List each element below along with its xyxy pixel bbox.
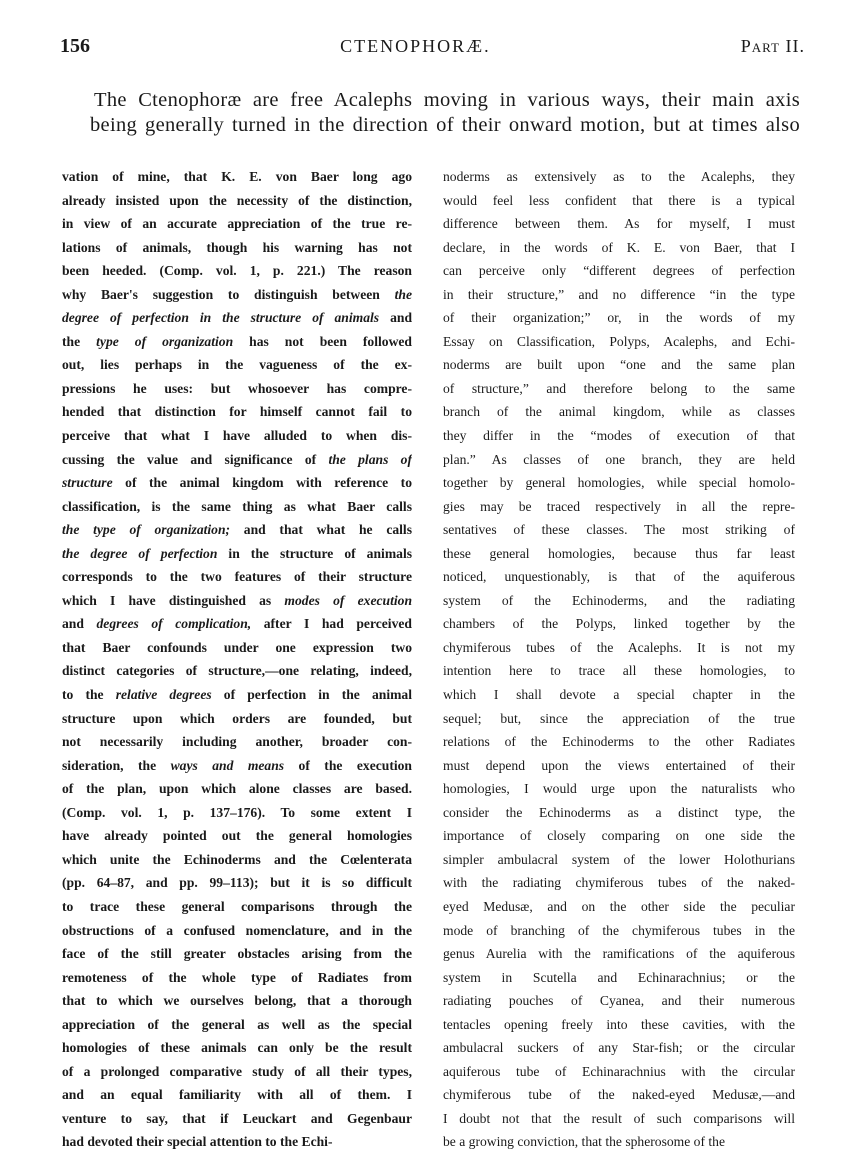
text-line [443,542,795,566]
running-title: CTENOPHORÆ. [340,36,491,56]
italic-text: the [394,286,412,302]
text-line [443,966,795,990]
text-line [62,471,412,495]
text-run: and [62,616,97,632]
text-run: that to which we ourselves belong, that a thorough [62,993,412,1009]
text-line [443,495,795,519]
text-line [62,612,412,636]
text-line [443,165,795,189]
text-line [62,871,412,895]
text-run: the [62,333,97,349]
text-run: simpler ambulacral system of the lower Holothurians [443,851,795,867]
text-run: classification, is the same thing as what Baer calls [62,498,412,514]
text-line [443,1130,795,1154]
text-run: gies may be traced respectively in all the repre- [443,498,795,514]
text-line [62,353,412,377]
italic-text: the type of organization; [62,522,231,538]
lead-line: being generally turned in the direction of their onward motion, but at times also [90,114,800,136]
text-line [62,189,412,213]
text-line [443,659,795,683]
text-line [443,565,795,589]
text-line [62,919,412,943]
text-run: (pp. 64–87, and pp. 99–113); but it is so difficult [62,875,412,891]
text-run: in view of an accurate appreciation of the true re- [62,216,412,232]
text-line [62,1036,412,1060]
text-run: consider the Echinoderms as a distinct type, the [443,804,795,820]
text-run: radiating pouches of Cyanea, and their numerous [443,993,795,1009]
text-run: out, lies perhaps in the vagueness of the ex- [62,357,412,373]
text-run: noticed, unquestionably, is that of the aquiferous [443,569,795,585]
text-line [62,683,412,707]
text-run: branch of the animal kingdom, while as classes [443,404,795,420]
text-run: ambulacral suckers of any Star-fish; or the circular [443,1040,795,1056]
text-line [443,683,795,707]
text-line [62,283,412,307]
text-run: which I shall devote a special chapter in the [443,687,795,703]
text-run: system in Scutella and Echinarachnius; or the [443,969,795,985]
text-run: been heeded. (Comp. vol. 1, p. 221.) The reason [62,263,412,279]
left-text-column [62,165,412,1154]
italic-text: the plans of [328,451,412,467]
text-line [62,400,412,424]
text-line [62,424,412,448]
text-run: venture to say, that if Leuckart and Gegenbaur [62,1110,412,1126]
text-line [443,777,795,801]
text-line [62,330,412,354]
text-line [443,448,795,472]
text-line [62,824,412,848]
text-run: which unite the Echinoderms and the Cœlenterata [62,851,412,867]
text-run: pressions he uses: but whosoever has compre- [62,380,412,396]
text-line [62,518,412,542]
text-run: appreciation of the general as well as the special [62,1016,412,1032]
text-line [62,989,412,1013]
text-run: noderms as extensively as to the Acalephs, they [443,169,795,184]
lead-line: The Ctenophoræ are free Acalephs moving in various ways, their main axis [94,89,800,111]
text-run: intention here to trace all these homologies, to [443,663,795,679]
text-run: hended that distinction for himself cannot fail to [62,404,412,420]
text-run: distinct categories of structure,—one relating, indeed, [62,663,412,679]
text-run: Essay on Classification, Polyps, Acalephs, and Echi- [443,333,795,349]
text-run: mode of branching of the chymiferous tubes in the [443,922,795,938]
text-run: and [379,310,412,326]
text-line [62,495,412,519]
text-line [62,212,412,236]
text-run: relations of the Echinoderms to the other Radiates [443,734,795,750]
text-run: importance of closely comparing on one side the [443,828,795,844]
text-line [443,1083,795,1107]
text-line [62,942,412,966]
italic-text: relative degrees [115,687,212,703]
text-line [443,1036,795,1060]
text-run: corresponds to the two features of their structure [62,569,412,585]
text-line [443,989,795,1013]
text-run: obstructions of a confused nomenclature, and in the [62,922,412,938]
text-run: and an equal familiarity with all of them. I [62,1087,412,1103]
text-line [443,895,795,919]
text-run: already insisted upon the necessity of the distinction, [62,192,412,208]
text-run: together by general homologies, while special homolo- [443,475,795,491]
text-run: remoteness of the whole type of Radiates from [62,969,412,985]
text-line [62,1013,412,1037]
text-line [62,730,412,754]
text-line [62,777,412,801]
text-run: aquiferous tube of Echinarachnius with the circular [443,1063,795,1079]
text-line [443,1107,795,1131]
text-run: declare, in the words of K. E. von Baer, that I [443,239,795,255]
text-run: chambers of the Polyps, linked together by the [443,616,795,632]
text-run: face of the still greater obstacles arising from the [62,946,412,962]
text-run: homologies, I would urge upon the naturalists who [443,781,795,797]
text-run: of a prolonged comparative study of all their types, [62,1063,412,1079]
text-run: sentatives of these classes. The most striking of [443,522,795,538]
text-run: chymiferous tubes of the Acalephs. It is not my [443,639,795,655]
text-line [443,1060,795,1084]
page-number: 156 [60,35,90,57]
text-line [443,636,795,660]
text-run: of the animal kingdom with reference to [112,475,412,491]
text-line [62,966,412,990]
text-run: these general homologies, because thus far least [443,545,795,561]
text-run: (Comp. vol. 1, p. 137–176). To some extent I [62,804,412,820]
text-run: can perceive only “different degrees of perfection [443,263,795,279]
text-run: why Baer's suggestion to distinguish between [62,286,395,302]
text-run: genus Aurelia with the ramifications of the aquiferous [443,946,795,962]
text-run: have already pointed out the general homologies [62,828,412,844]
text-run: and that what he calls [230,522,412,538]
text-line [62,377,412,401]
text-line [62,636,412,660]
text-line [443,518,795,542]
text-line [443,612,795,636]
text-line [62,1083,412,1107]
text-run: of the plan, upon which alone classes are based. [62,781,412,797]
text-run: in their structure,” and no difference “in the type [443,286,795,302]
text-run: cussing the value and significance of [62,451,329,467]
text-line [62,848,412,872]
right-text-column [443,165,795,1154]
text-run: to trace these general comparisons through the [62,898,412,914]
text-line [62,1060,412,1084]
text-line [62,589,412,613]
text-line [443,919,795,943]
text-run: lations of animals, though his warning has not [62,239,412,255]
italic-text: modes of execution [284,592,412,608]
text-run: tentacles opening freely into these cavities, with the [443,1016,795,1032]
text-run: in the structure of animals [217,545,412,561]
text-run: of their organization;” or, in the words of my [443,310,795,326]
text-run: which I have distinguished as [62,592,285,608]
text-line [443,424,795,448]
text-run: noderms are built upon “one and the same plan [443,357,795,373]
text-run: to the [62,687,116,703]
text-run: system of the Echinoderms, and the radiating [443,592,795,608]
italic-text: ways and means [170,757,285,773]
text-run: be a growing conviction, that the spherosome of the [443,1134,725,1150]
text-line [443,236,795,260]
text-run: difference between them. As for myself, I must [443,216,795,232]
text-line [443,589,795,613]
text-line [443,730,795,754]
text-line [443,801,795,825]
text-line [443,471,795,495]
text-run: chymiferous tube of the naked-eyed Medusæ,—and [443,1087,795,1103]
running-head [60,35,805,65]
text-run: of structure,” and therefore belong to the same [443,380,795,396]
text-run: eyed Medusæ, and on the other side the peculiar [443,898,795,914]
text-run: perceive that what I have alluded to when dis- [62,428,412,444]
text-line [62,754,412,778]
text-line [62,801,412,825]
part-label: Part II. [740,36,805,56]
text-line [62,659,412,683]
text-line [62,306,412,330]
text-line [443,848,795,872]
text-run: sequel; but, since the appreciation of the true [443,710,795,726]
text-run: sideration, the [62,757,171,773]
text-run: had devoted their special attention to the Echi- [62,1134,333,1150]
text-run: that Baer confounds under one expression two [62,639,412,655]
text-run: plan.” As classes of one branch, they are held [443,451,795,467]
text-line [443,259,795,283]
text-line [443,942,795,966]
text-line [62,259,412,283]
text-run: has not been followed [233,333,412,349]
text-run: would feel less confident that there is a typical [443,192,795,208]
text-run: with the radiating chymiferous tubes of the naked- [443,875,795,891]
lead-paragraph [90,88,800,138]
text-line [443,189,795,213]
text-run: must depend upon the views entertained of their [443,757,795,773]
italic-text: type of organization [96,333,234,349]
italic-text: degrees of complication, [96,616,252,632]
text-line [443,306,795,330]
text-run: I doubt not that the result of such comparisons will [443,1110,795,1126]
text-run: not necessarily including another, broader con- [62,734,412,750]
text-line [443,400,795,424]
text-line [62,542,412,566]
text-line [62,1130,412,1154]
text-line [62,707,412,731]
text-line [443,212,795,236]
text-line [62,165,412,189]
text-line [62,1107,412,1131]
text-line [443,283,795,307]
text-line [62,565,412,589]
text-line [62,448,412,472]
text-line [443,871,795,895]
text-run: after I had perceived [251,616,412,632]
text-run: vation of mine, that K. E. von Baer long ago [62,169,412,184]
italic-text: structure [62,475,113,491]
text-line [443,353,795,377]
text-line [443,754,795,778]
text-line [443,330,795,354]
text-line [443,824,795,848]
italic-text: the degree of perfection [62,545,218,561]
text-line [443,707,795,731]
text-line [62,236,412,260]
text-line [443,1013,795,1037]
text-run: of perfection in the animal [211,687,412,703]
text-run: of the execution [284,757,412,773]
text-line [443,377,795,401]
text-run: structure upon which orders are founded, but [62,710,412,726]
text-run: they differ in the “modes of execution of that [443,428,795,444]
text-run: homologies of these animals can only be the result [62,1040,412,1056]
text-line [62,895,412,919]
italic-text: degree of perfection in the structure of animals [62,310,380,326]
